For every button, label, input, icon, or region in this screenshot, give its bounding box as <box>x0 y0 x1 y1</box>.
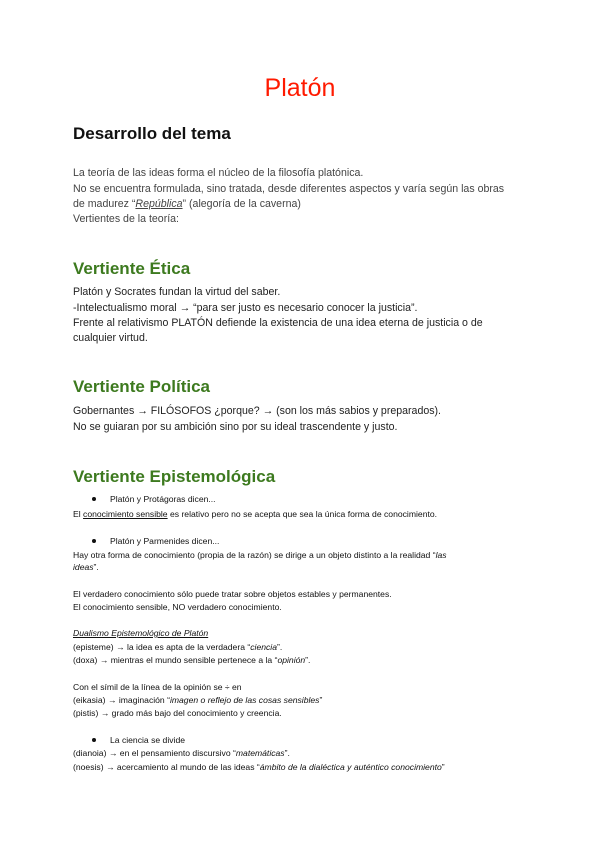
paragraph-line: Con el símil de la línea de la opinión se ÷ en <box>73 682 242 692</box>
paragraph-line: (noesis) → acercamiento al mundo de las ideas “ámbito de la dialéctica y auténtico conocimiento” <box>73 762 445 772</box>
paragraph-line: El conocimiento sensible es relativo pero no se acepta que sea la única forma de conocimiento. <box>73 509 438 519</box>
paragraph-line: ideas”. <box>73 562 99 572</box>
section-heading-etica: Vertiente Ética <box>73 259 191 278</box>
paragraph-line: (dianoia) → en el pensamiento discursivo “matemáticas”. <box>73 748 290 758</box>
paragraph-line: La teoría de las ideas forma el núcleo de la filosofía platónica. <box>73 167 364 179</box>
bullet-text: La ciencia se divide <box>110 735 186 745</box>
section-heading-desarrollo: Desarrollo del tema <box>73 124 231 143</box>
paragraph-line: El verdadero conocimiento sólo puede tratar sobre objetos estables y permanentes. <box>73 589 392 599</box>
paragraph-line: (eikasia) → imaginación “imagen o reflejo de las cosas sensibles” <box>73 695 323 705</box>
paragraph-line: (pistis) → grado más bajo del conocimiento y creencia. <box>73 708 282 718</box>
paragraph-line: de madurez “República” (alegoría de la caverna) <box>73 198 301 210</box>
page-title: Platón <box>264 74 336 102</box>
bullet-icon <box>92 497 96 501</box>
paragraph-line: Platón y Socrates fundan la virtud del saber. <box>73 286 281 298</box>
paragraph-line: Hay otra forma de conocimiento (propia de la razón) se dirige a un objeto distinto a la realidad “las <box>73 550 447 560</box>
bullet-text: Platón y Parmenides dicen... <box>110 536 220 546</box>
paragraph-line: cualquier virtud. <box>73 332 148 344</box>
dualismo-heading: Dualismo Epistemológico de Platón <box>73 628 209 638</box>
paragraph-line: No se guiaran por su ambición sino por su ideal trascendente y justo. <box>73 421 398 433</box>
paragraph-line: -Intelectualismo moral → “para ser justo es necesario conocer la justicia”. <box>73 302 418 314</box>
paragraph-line: Gobernantes → FILÓSOFOS ¿porque? → (son los más sabios y preparados). <box>73 405 441 417</box>
paragraph-line: (episteme) → la idea es apta de la verdadera “ciencia”. <box>73 642 283 652</box>
section-heading-epistemologica: Vertiente Epistemológica <box>73 467 276 486</box>
paragraph-line: Vertientes de la teoría: <box>73 213 180 225</box>
paragraph-line: (doxa) → mientras el mundo sensible pertenece a la “opinión”. <box>73 655 311 665</box>
bullet-text: Platón y Protágoras dicen... <box>110 494 216 504</box>
republica-link: República <box>135 198 183 210</box>
bullet-icon <box>92 539 96 543</box>
paragraph-line: No se encuentra formulada, sino tratada, desde diferentes aspectos y varía según las obras <box>73 183 505 195</box>
paragraph-line: El conocimiento sensible, NO verdadero conocimiento. <box>73 602 282 612</box>
section-heading-politica: Vertiente Política <box>73 377 210 396</box>
bullet-icon <box>92 738 96 742</box>
paragraph-line: Frente al relativismo PLATÓN defiende la existencia de una idea eterna de justicia o de <box>73 317 483 329</box>
